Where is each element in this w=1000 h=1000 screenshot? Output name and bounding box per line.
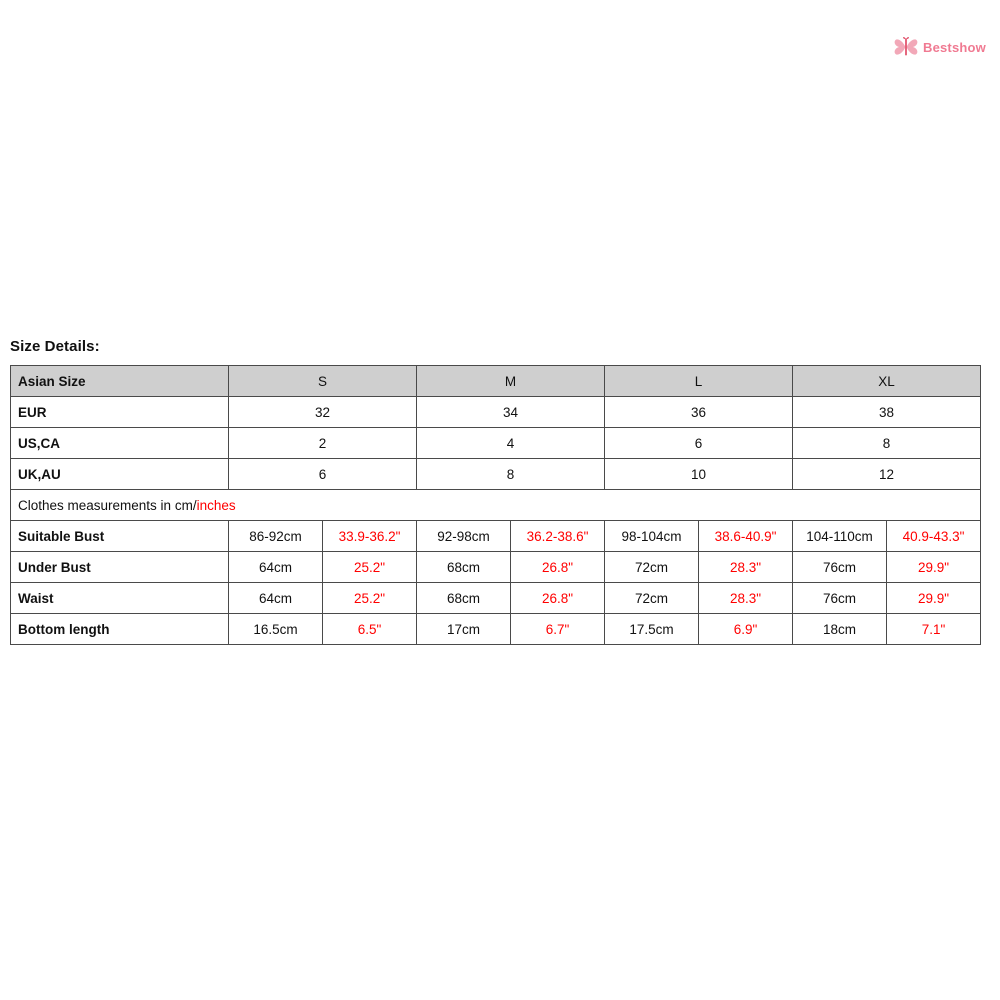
cell-eur-l: 36 bbox=[605, 397, 793, 428]
table-row bbox=[11, 583, 981, 614]
cell-bottom-length-m-in: 6.7" bbox=[511, 614, 605, 645]
cell-waist-l-cm: 72cm bbox=[605, 583, 699, 614]
cell-bottom-length-xl-in: 7.1" bbox=[887, 614, 981, 645]
header-size-m: M bbox=[417, 366, 605, 397]
size-details-section bbox=[10, 338, 990, 645]
cell-bottom-length-s-in: 6.5" bbox=[323, 614, 417, 645]
cell-bottom-length-m-cm: 17cm bbox=[417, 614, 511, 645]
row-label-us-ca: US,CA bbox=[11, 428, 229, 459]
cell-usca-m: 4 bbox=[417, 428, 605, 459]
cell-ukau-l: 10 bbox=[605, 459, 793, 490]
cell-waist-m-cm: 68cm bbox=[417, 583, 511, 614]
note-highlight: inches bbox=[196, 497, 236, 513]
table-row bbox=[11, 459, 981, 490]
cell-suitable-bust-m-cm: 92-98cm bbox=[417, 521, 511, 552]
cell-usca-l: 6 bbox=[605, 428, 793, 459]
cell-under-bust-s-in: 25.2" bbox=[323, 552, 417, 583]
size-chart-table bbox=[10, 365, 981, 521]
cell-ukau-xl: 12 bbox=[793, 459, 981, 490]
cell-suitable-bust-l-cm: 98-104cm bbox=[605, 521, 699, 552]
note-prefix: Clothes measurements in cm/ bbox=[18, 497, 197, 513]
measurement-units-note bbox=[11, 490, 981, 521]
cell-suitable-bust-s-cm: 86-92cm bbox=[229, 521, 323, 552]
header-asian-size: Asian Size bbox=[11, 366, 229, 397]
row-label-uk-au: UK,AU bbox=[11, 459, 229, 490]
header-size-s: S bbox=[229, 366, 417, 397]
row-label-suitable-bust: Suitable Bust bbox=[11, 521, 229, 552]
cell-waist-m-in: 26.8" bbox=[511, 583, 605, 614]
cell-waist-l-in: 28.3" bbox=[699, 583, 793, 614]
table-row bbox=[11, 552, 981, 583]
cell-eur-xl: 38 bbox=[793, 397, 981, 428]
cell-waist-s-in: 25.2" bbox=[323, 583, 417, 614]
cell-bottom-length-l-cm: 17.5cm bbox=[605, 614, 699, 645]
header-size-l: L bbox=[605, 366, 793, 397]
cell-suitable-bust-l-in: 38.6-40.9" bbox=[699, 521, 793, 552]
cell-under-bust-l-in: 28.3" bbox=[699, 552, 793, 583]
brand-name: Bestshow bbox=[922, 39, 986, 55]
table-row bbox=[11, 428, 981, 459]
cell-under-bust-s-cm: 64cm bbox=[229, 552, 323, 583]
row-label-eur: EUR bbox=[11, 397, 229, 428]
cell-waist-s-cm: 64cm bbox=[229, 583, 323, 614]
cell-suitable-bust-s-in: 33.9-36.2" bbox=[323, 521, 417, 552]
cell-eur-s: 32 bbox=[229, 397, 417, 428]
row-label-bottom-length: Bottom length bbox=[11, 614, 229, 645]
cell-bottom-length-xl-cm: 18cm bbox=[793, 614, 887, 645]
cell-ukau-m: 8 bbox=[417, 459, 605, 490]
cell-suitable-bust-m-in: 36.2-38.6" bbox=[511, 521, 605, 552]
table-row bbox=[11, 397, 981, 428]
cell-usca-s: 2 bbox=[229, 428, 417, 459]
header-size-xl: XL bbox=[793, 366, 981, 397]
cell-under-bust-xl-in: 29.9" bbox=[887, 552, 981, 583]
table-row bbox=[11, 521, 981, 552]
cell-usca-xl: 8 bbox=[793, 428, 981, 459]
cell-under-bust-l-cm: 72cm bbox=[605, 552, 699, 583]
measurement-units-note-row bbox=[11, 490, 981, 521]
cell-under-bust-m-in: 26.8" bbox=[511, 552, 605, 583]
table-row bbox=[11, 614, 981, 645]
page-title: Size Details: bbox=[10, 338, 100, 355]
cell-suitable-bust-xl-in: 40.9-43.3" bbox=[887, 521, 981, 552]
cell-waist-xl-cm: 76cm bbox=[793, 583, 887, 614]
row-label-under-bust: Under Bust bbox=[11, 552, 229, 583]
brand-logo bbox=[893, 34, 986, 60]
table-header-row bbox=[11, 366, 981, 397]
cell-under-bust-xl-cm: 76cm bbox=[793, 552, 887, 583]
cell-eur-m: 34 bbox=[417, 397, 605, 428]
butterfly-icon bbox=[893, 34, 919, 60]
cell-suitable-bust-xl-cm: 104-110cm bbox=[793, 521, 887, 552]
cell-ukau-s: 6 bbox=[229, 459, 417, 490]
cell-waist-xl-in: 29.9" bbox=[887, 583, 981, 614]
cell-bottom-length-s-cm: 16.5cm bbox=[229, 614, 323, 645]
cell-bottom-length-l-in: 6.9" bbox=[699, 614, 793, 645]
cell-under-bust-m-cm: 68cm bbox=[417, 552, 511, 583]
measurements-table bbox=[10, 520, 981, 645]
row-label-waist: Waist bbox=[11, 583, 229, 614]
